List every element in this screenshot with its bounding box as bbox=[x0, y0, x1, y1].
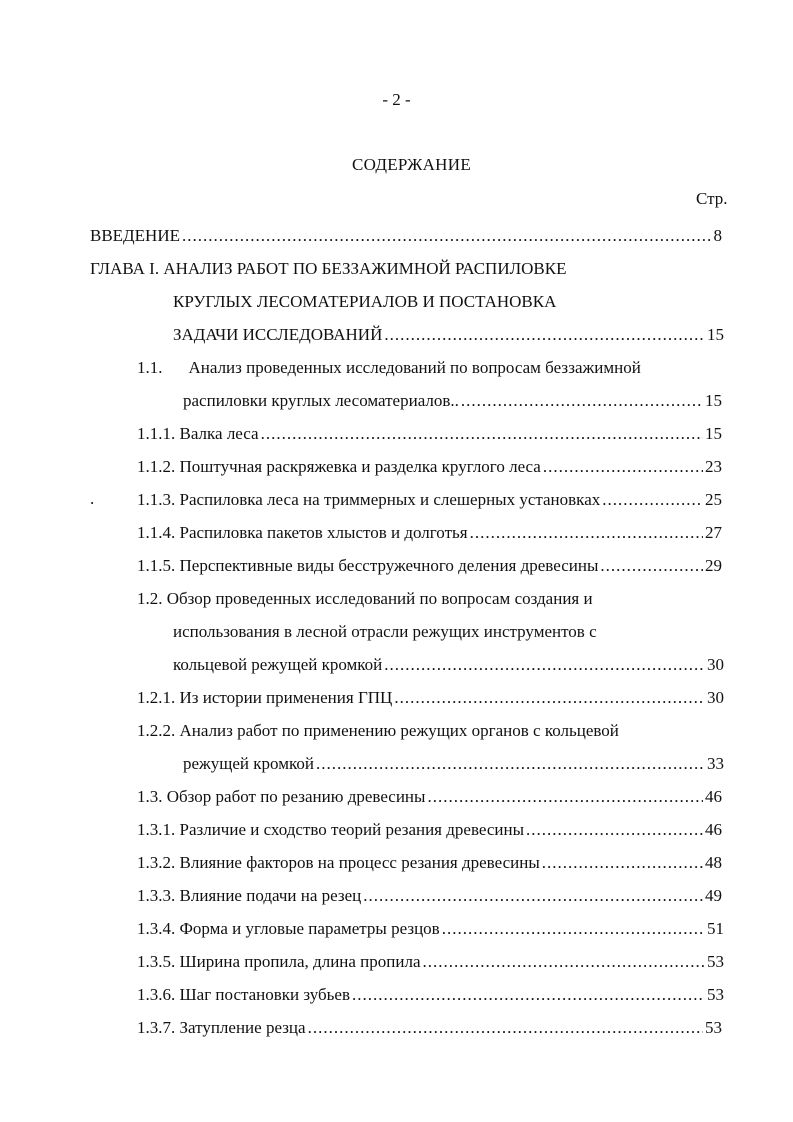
toc-entry-s1-2-2 bbox=[183, 754, 724, 774]
toc-label: 1.1.4. Распиловка пакетов хлыстов и долготья bbox=[137, 523, 468, 542]
toc-entry-intro bbox=[90, 226, 722, 246]
page-column-label: Стр. bbox=[696, 189, 728, 208]
toc-page: 51 bbox=[707, 919, 724, 938]
toc-s1-2-line2: использования в лесной отрасли режущих инструментов с bbox=[173, 622, 597, 641]
toc-label: распиловки круглых лесоматериалов.. bbox=[183, 391, 459, 410]
toc-s1-2-2-line1: 1.2.2. Анализ работ по применению режущих органов с кольцевой bbox=[137, 721, 619, 740]
toc-label: ВВЕДЕНИЕ bbox=[90, 226, 180, 245]
dot-leader bbox=[470, 523, 703, 543]
dot-leader bbox=[423, 952, 705, 972]
toc-page: 27 bbox=[705, 523, 722, 542]
dot-leader bbox=[352, 985, 705, 1005]
toc-entry-s1-3-7 bbox=[137, 1018, 722, 1038]
toc-label: 1.2.1. Из истории применения ГПЦ bbox=[137, 688, 393, 707]
dot-leader bbox=[542, 853, 703, 873]
toc-page: 33 bbox=[707, 754, 724, 773]
toc-label: 1.1.2. Поштучная раскряжевка и разделка круглого леса bbox=[137, 457, 541, 476]
dot-leader bbox=[427, 787, 703, 807]
toc-page: 48 bbox=[705, 853, 722, 872]
stray-mark: . bbox=[90, 489, 95, 508]
toc-entry-chapter1 bbox=[173, 325, 724, 345]
toc-label: 1.3.3. Влияние подачи на резец bbox=[137, 886, 362, 905]
toc-entry-s1-1-5 bbox=[137, 556, 722, 576]
toc-page: 25 bbox=[705, 490, 722, 509]
toc-page: 53 bbox=[705, 1018, 722, 1037]
toc-entry-s1-3-3 bbox=[137, 886, 722, 906]
dot-leader bbox=[261, 424, 703, 444]
toc-chapter1-line2: КРУГЛЫХ ЛЕСОМАТЕРИАЛОВ И ПОСТАНОВКА bbox=[173, 292, 557, 311]
toc-s1-2-line1: 1.2. Обзор проведенных исследований по вопросам создания и bbox=[137, 589, 593, 608]
toc-entry-s1-1-3 bbox=[137, 490, 722, 510]
toc-section-number: 1.1. bbox=[137, 358, 163, 377]
page-title: СОДЕРЖАНИЕ bbox=[351, 155, 472, 174]
toc-page: 15 bbox=[705, 391, 722, 410]
toc-entry-s1-3-1 bbox=[137, 820, 722, 840]
dot-leader bbox=[543, 457, 703, 477]
toc-label: 1.1.5. Перспективные виды бесстружечного деления древесины bbox=[137, 556, 599, 575]
dot-leader bbox=[600, 556, 703, 576]
toc-label: 1.3.1. Различие и сходство теорий резания древесины bbox=[137, 820, 525, 839]
dot-leader bbox=[316, 754, 705, 774]
toc-page: 53 bbox=[707, 985, 724, 1004]
toc-page: 49 bbox=[705, 886, 722, 905]
toc-s1-1-line1 bbox=[137, 358, 641, 378]
page-number: - 2 - bbox=[382, 90, 411, 109]
toc-page: 46 bbox=[705, 787, 722, 806]
toc-entry-s1-2 bbox=[173, 655, 724, 675]
dot-leader bbox=[442, 919, 705, 939]
dot-leader bbox=[363, 886, 703, 906]
toc-entry-s1-3-4 bbox=[137, 919, 724, 939]
dot-leader bbox=[394, 688, 705, 708]
toc-label: 1.3.4. Форма и угловые параметры резцов bbox=[137, 919, 440, 938]
toc-page: 30 bbox=[707, 655, 724, 674]
toc-label: 1.3. Обзор работ по резанию древесины bbox=[137, 787, 426, 806]
toc-entry-s1-2-1 bbox=[137, 688, 724, 708]
toc-label: режущей кромкой bbox=[183, 754, 314, 773]
dot-leader bbox=[526, 820, 703, 840]
toc-entry-s1-1-4 bbox=[137, 523, 722, 543]
dot-leader bbox=[384, 655, 705, 675]
toc-label: 1.3.7. Затупление резца bbox=[137, 1018, 306, 1037]
toc-page: 53 bbox=[707, 952, 724, 971]
dot-leader bbox=[461, 391, 703, 411]
toc-entry-s1-1-1 bbox=[137, 424, 722, 444]
toc-entry-s1-3 bbox=[137, 787, 722, 807]
toc-chapter1-line1: ГЛАВА I. АНАЛИЗ РАБОТ ПО БЕЗЗАЖИМНОЙ РАСПИЛОВКЕ bbox=[90, 259, 567, 278]
toc-entry-s1-3-2 bbox=[137, 853, 722, 873]
dot-leader bbox=[602, 490, 703, 510]
dot-leader bbox=[308, 1018, 703, 1038]
toc-label: 1.3.2. Влияние факторов на процесс резания древесины bbox=[137, 853, 540, 872]
toc-label: 1.1.1. Валка леса bbox=[137, 424, 259, 443]
toc-label: 1.1.3. Распиловка леса на триммерных и слешерных установках bbox=[137, 490, 601, 509]
toc-label: 1.3.6. Шаг постановки зубьев bbox=[137, 985, 351, 1004]
dot-leader bbox=[384, 325, 705, 345]
toc-entry-s1-1-2 bbox=[137, 457, 722, 477]
toc-page: 23 bbox=[705, 457, 722, 476]
toc-page: 15 bbox=[705, 424, 722, 443]
toc-page: 29 bbox=[705, 556, 722, 575]
toc-page: 8 bbox=[713, 226, 722, 245]
dot-leader bbox=[182, 226, 712, 246]
toc-label: 1.3.5. Ширина пропила, длина пропила bbox=[137, 952, 421, 971]
toc-entry-s1-1 bbox=[183, 391, 722, 411]
toc-entry-s1-3-6 bbox=[137, 985, 724, 1005]
toc-label: ЗАДАЧИ ИССЛЕДОВАНИЙ bbox=[173, 325, 383, 344]
toc-entry-s1-3-5 bbox=[137, 952, 724, 972]
toc-page: 30 bbox=[707, 688, 724, 707]
toc-label: кольцевой режущей кромкой bbox=[173, 655, 383, 674]
toc-page: 46 bbox=[705, 820, 722, 839]
toc-page: 15 bbox=[707, 325, 724, 344]
toc-label: Анализ проведенных исследований по вопросам беззажимной bbox=[188, 358, 641, 377]
